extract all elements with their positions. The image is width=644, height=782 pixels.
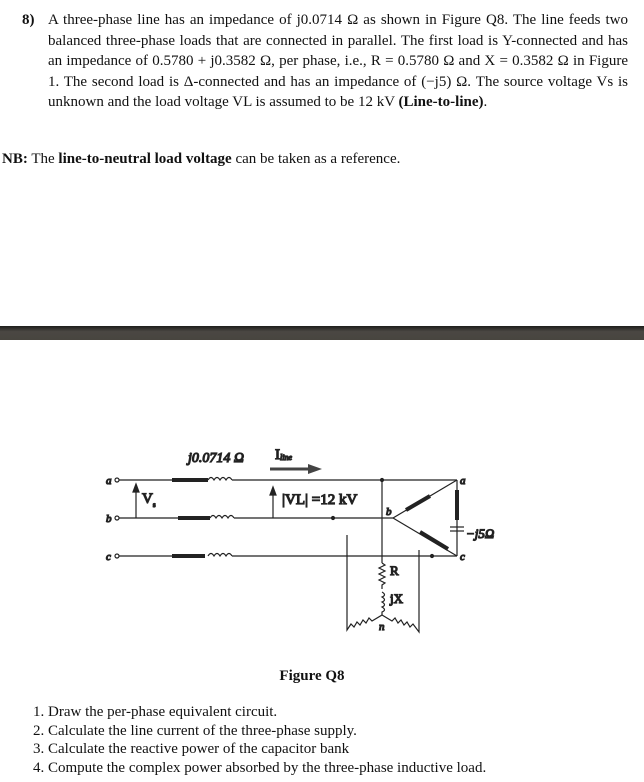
question-end: .: [483, 94, 488, 110]
load-voltage-label: |VL| =12 kV: [282, 492, 358, 508]
reactance-label: jX: [390, 591, 403, 606]
line-impedance-label: j0.0714 Ω: [188, 451, 245, 466]
source-voltage-arrow-icon: [133, 484, 139, 518]
node-c-load: c: [460, 551, 465, 563]
current-label: Iline: [275, 447, 292, 463]
node-b-load: b: [386, 506, 392, 518]
node-a-source: a: [106, 475, 112, 487]
note-text: The: [27, 151, 59, 167]
task-item: 2. Calculate the line current of the three-phase supply.: [48, 722, 486, 741]
task-item: 4. Compute the complex power absorbed by the three-phase inductive load.: [48, 759, 486, 778]
note-text-end: can be taken as a reference.: [231, 151, 401, 167]
node-c-source: c: [106, 551, 111, 563]
line-b: [115, 516, 393, 521]
question-body: A three-phase line has an impedance of j0.0714 Ω as shown in Figure Q8. The line feeds two balanced three-phase loads that are connected in parallel. The first load is Y-connected and has an impedance of 0.5780 + j0.3582 Ω, per phase, i.e., R = 0.5780 Ω and X = 0.3582 Ω in Figure 1. The second load is Δ-connected and has an impedance of (−j5) Ω. The source voltage Vs is unknown and the load voltage VL is assumed to be 12 kV: [48, 12, 628, 110]
load-voltage-arrow-icon: [270, 487, 276, 518]
task-item: 1. Draw the per-phase equivalent circuit.: [48, 703, 486, 722]
note-bold: line-to-neutral load voltage: [58, 151, 232, 167]
question-bold: (Line-to-line): [398, 94, 484, 110]
current-arrow-icon: [270, 464, 322, 474]
line-c: [115, 554, 457, 559]
line-a: [115, 478, 457, 483]
node-a-load: a: [460, 475, 466, 487]
neutral-label: n: [379, 621, 385, 633]
resistance-label: R: [390, 563, 399, 578]
task-list: [26, 703, 486, 777]
capacitor-impedance-label: −j5Ω: [466, 526, 495, 541]
source-voltage-label: $V_s$: [142, 491, 156, 509]
note-prefix: NB:: [2, 151, 28, 167]
node-b-source: b: [106, 513, 112, 525]
figure-caption: Figure Q8: [279, 668, 345, 684]
task-item: 3. Calculate the reactive power of the capacitor bank: [48, 740, 486, 759]
question-number: 8): [22, 12, 35, 28]
